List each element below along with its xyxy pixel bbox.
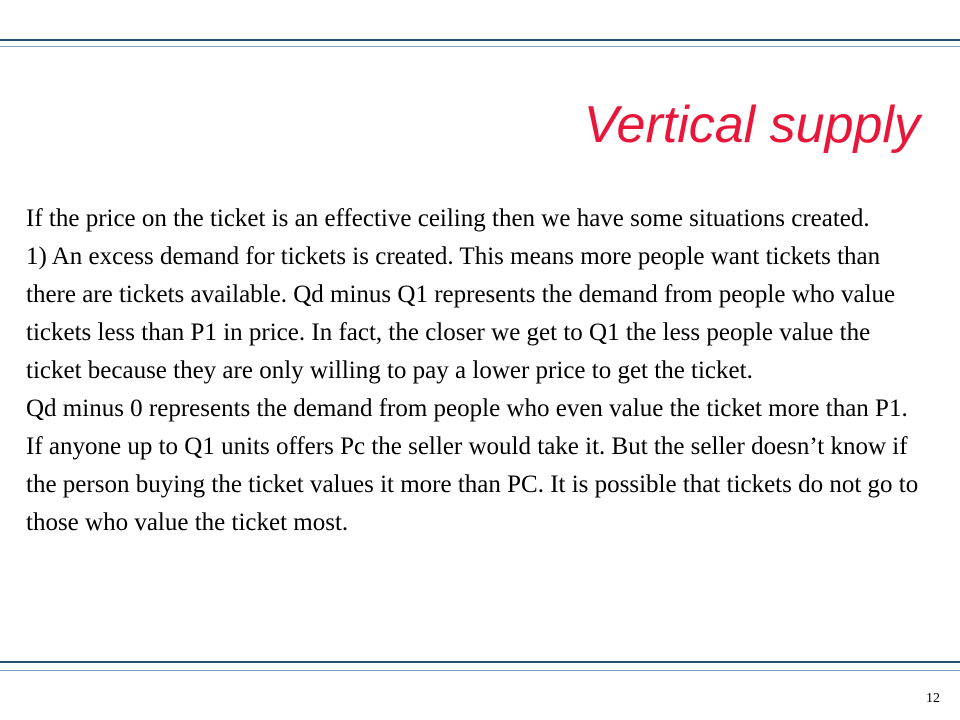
top-rule-light bbox=[0, 46, 960, 47]
paragraph-intro: If the price on the ticket is an effective ceiling then we have some situations created. bbox=[26, 205, 870, 232]
bottom-rule-light bbox=[0, 670, 960, 671]
paragraph-qd-minus-zero: Qd minus 0 represents the demand from people who even value the ticket more than P1. bbox=[26, 395, 908, 422]
bottom-rule-dark bbox=[0, 661, 960, 663]
paragraph-seller: If anyone up to Q1 units offers Pc the seller would take it. But the seller doesn’t know if the person buying the ticket values it more than PC. It is possible that tickets do not go to those who value the ticket most. bbox=[26, 433, 919, 536]
page-number: 12 bbox=[926, 691, 940, 706]
slide-body bbox=[26, 200, 926, 542]
paragraph-excess-demand: 1) An excess demand for tickets is created. This means more people want tickets than there are tickets available. Qd minus Q1 represents the demand from people who value tickets less than P1 in price. In fact, the closer we get to Q1 the less people value the ticket because they are only willing to pay a lower price to get the ticket. bbox=[26, 243, 896, 384]
slide-title: Vertical supply bbox=[583, 96, 920, 154]
top-rule-dark bbox=[0, 39, 960, 41]
